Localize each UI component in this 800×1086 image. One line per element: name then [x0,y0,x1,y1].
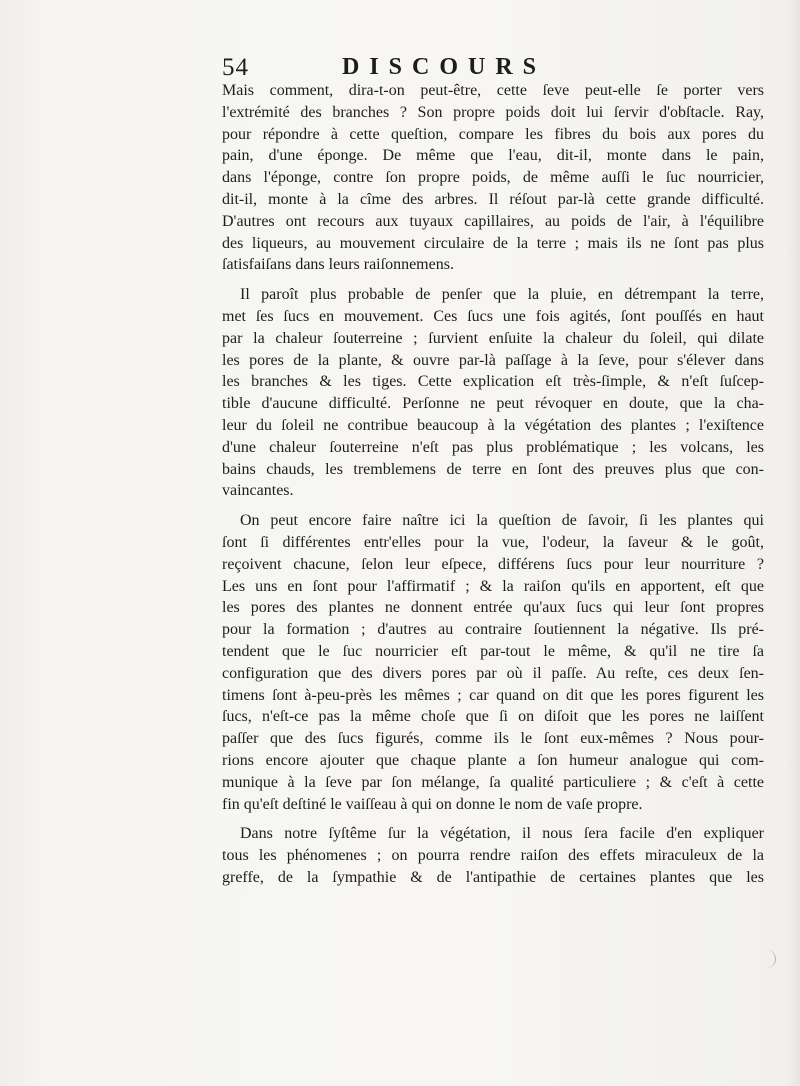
text-line: bains chauds, les tremblemens de terre en ſont des preuves plus que con- [222,460,764,478]
text-line: l'extrémité des branches ? Son propre poids doit lui ſervir d'obſtacle. Ray, [222,103,764,121]
text-line: munique à la ſeve par ſon mélange, ſa qualité particuliere ; & c'eſt à cette [222,773,764,791]
body-text [222,80,764,889]
text-line: pain, d'une éponge. De même que l'eau, dit-il, monte dans le pain, [222,147,764,165]
text-line: ſatisfaiſans dans leurs raiſonnemens. [222,256,454,274]
text-line: pour la formation ; d'autres au contraire ſoutiennent la négative. Ils pré- [222,621,764,639]
text-line: tendent que le ſuc nourricier eſt par-tout le même, & qu'il ne tire ſa [222,642,764,660]
paragraph [222,80,764,276]
text-line: tous les phénomenes ; on pourra rendre raiſon des effets miraculeux de la [222,847,764,865]
text-line: les pores des plantes ne donnent entrée qu'aux ſucs qui leur ſont propres [222,599,764,617]
text-line: leur du ſoleil ne contribue beaucoup à la végétation des plantes ; l'exiſtence [222,416,764,434]
paragraph [222,284,764,502]
text-line: fin qu'eſt deſtiné le vaiſſeau à qui on donne le nom de vaſe propre. [222,795,643,813]
text-line: par la chaleur ſouterreine ; ſurvient enſuite la chaleur du ſoleil, qui dilate [222,329,764,347]
paragraph [222,823,764,888]
text-line: tible d'aucune difficulté. Perſonne ne peut révoquer en doute, que la cha- [222,395,764,413]
text-line: Il paroît plus probable de penſer que la pluie, en détrempant la terre, [240,286,764,304]
text-line: pour répondre à cette queſtion, compare les fibres du bois aux pores du [222,125,764,143]
text-line: paſſer que des ſucs figurés, comme ils le ſont eux-mêmes ? Nous pour- [222,730,764,748]
text-line: ſucs, n'eſt-ce pas la même choſe que ſi on diſoit que les pores ne laiſſent [222,708,764,726]
page-number: 54 [222,54,249,81]
text-line: Les uns en ſont pour l'affirmatif ; & la raiſon qu'ils en apportent, eſt que [222,577,764,595]
text-line: On peut encore faire naître ici la queſtion de ſavoir, ſi les plantes qui [240,512,764,530]
text-line: les pores de la plante, & ouvre par-là paſſage à la ſeve, pour s'élever dans [222,351,764,369]
text-line: d'une chaleur ſouterreine n'eſt pas plus problématique ; les volcans, les [222,438,764,456]
text-line: met ſes ſucs en mouvement. Ces ſucs une fois agités, ſont pouſſés en haut [222,307,764,325]
text-line: rions encore ajouter que chaque plante a ſon humeur analogue qui com- [222,751,764,769]
text-line: vaincantes. [222,482,294,500]
text-line: Dans notre ſyſtême ſur la végétation, il nous ſera facile d'en expliquer [240,825,764,843]
text-line: les branches & les tiges. Cette explication eſt très-ſimple, & n'eſt ſuſcep- [222,373,764,391]
paragraph [222,510,764,815]
text-line: timens ſont à-peu-près les mêmes ; car quand on dit que les pores figurent les [222,686,764,704]
text-line: dans l'éponge, contre ſon propre poids, de même auſſi le ſuc nourricier, [222,169,764,187]
text-line: des liqueurs, au mouvement circulaire de la terre ; mais ils ne ſont pas plus [222,234,764,252]
text-line: ſont ſi différentes entr'elles pour la vue, l'odeur, la ſaveur & le goût, [222,533,764,551]
running-head: DISCOURS [342,54,547,80]
text-line: Mais comment, dira-t-on peut-être, cette ſeve peut-elle ſe porter vers [222,82,764,99]
text-line: reçoivent chacune, ſelon leur eſpece, différens ſucs pour leur nourriture ? [222,555,764,573]
text-line: D'autres ont recours aux tuyaux capillaires, au poids de l'air, à l'équilibre [222,212,764,230]
text-line: dit-il, monte à la cîme des arbres. Il réſout par-là cette grande difficulté. [222,190,764,208]
text-line: greffe, de la ſympathie & de l'antipathie de certaines plantes que les [222,868,764,886]
text-line: configuration que des divers pores par où il paſſe. Au reſte, ces deux ſen- [222,664,764,682]
page-curl-mark [765,950,776,968]
page-edge-shadow [786,0,800,1086]
